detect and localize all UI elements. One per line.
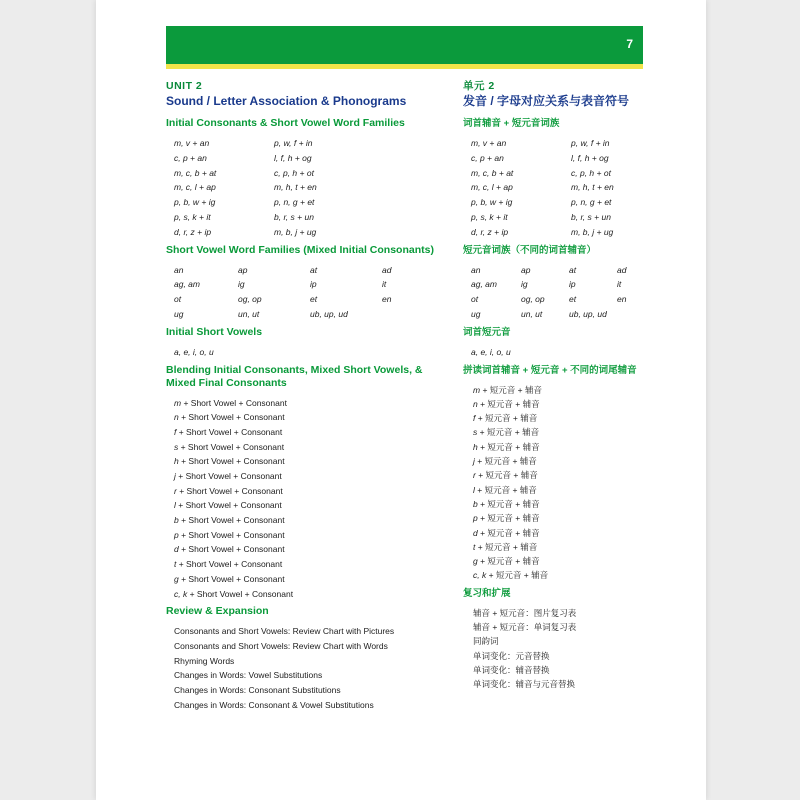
list-item: [174, 410, 446, 425]
section-title-initial-consonants-zh: 词首辅音 + 短元音词族: [463, 118, 560, 129]
blend-letter: c, k: [174, 588, 188, 599]
list-item: an: [174, 264, 184, 275]
list-item: b, r, s + un: [274, 211, 314, 222]
list-item: p, w, f + in: [571, 138, 610, 148]
list-item: ug: [174, 308, 184, 319]
list-item: [473, 468, 643, 482]
blend-letter: s: [473, 427, 478, 438]
list-item: ub, up, ud: [569, 308, 607, 319]
header-stripe: [166, 64, 643, 69]
short-vowel-families-zh: [471, 263, 643, 322]
book-page: [96, 0, 706, 800]
list-item: Consonants and Short Vowels: Review Chart with Pictures: [174, 626, 395, 637]
blend-rule: + Short Vowel + Consonant: [175, 500, 282, 511]
blend-letter: n: [473, 398, 478, 409]
list-item: [473, 483, 643, 497]
blend-letter: t: [473, 541, 476, 552]
header-banner: [166, 26, 643, 64]
list-item: ag, am: [174, 279, 200, 290]
list-item: p, n, g + et: [274, 197, 315, 208]
blend-letter: r: [174, 485, 177, 496]
list-item: [174, 513, 446, 528]
list-item: p, s, k + it: [174, 211, 211, 222]
vowel-list: a, e, i, o, u: [174, 346, 214, 357]
list-item: en: [382, 294, 392, 305]
short-vowel-families: [174, 263, 446, 322]
section-title-review-zh: 复习和扩展: [463, 587, 511, 599]
unit-title-zh: 发音 / 字母对应关系与表音符号: [463, 94, 630, 108]
blend-letter: j: [473, 456, 475, 467]
list-item: [174, 498, 446, 513]
blend-letter: f: [473, 413, 476, 424]
chinese-column: [463, 80, 643, 692]
blend-letter: g: [174, 573, 179, 584]
blend-rule: + 短元音 + 辅音: [475, 541, 538, 552]
word-family-pairs: [174, 136, 446, 240]
list-item: m, c, b + at: [174, 167, 217, 178]
list-item: 单词变化：辅音与元音替换: [473, 679, 576, 690]
list-item: c, p, h + ot: [274, 167, 314, 178]
list-item: ig: [238, 279, 245, 290]
list-item: 单词变化：辅音替换: [473, 664, 550, 675]
blend-letter: d: [174, 544, 179, 555]
list-item: [174, 425, 446, 440]
blend-letter: b: [473, 498, 478, 509]
list-item: ad: [382, 264, 392, 275]
blend-letter: c, k: [473, 570, 487, 581]
list-item: Changes in Words: Consonant Substitutions: [174, 684, 341, 695]
blend-rule: + 短元音 + 辅音: [480, 384, 542, 395]
list-item: ap: [238, 264, 248, 275]
english-column: [166, 80, 446, 712]
unit-label: UNIT 2: [166, 80, 203, 92]
list-item: d, r, z + ip: [471, 226, 509, 237]
list-item: m, b, j + ug: [571, 226, 614, 237]
list-item: m, c, b + at: [471, 167, 514, 178]
section-title-initial-consonants: Initial Consonants & Short Vowel Word Families: [166, 117, 405, 129]
blend-rule: + 短元音 + 辅音: [474, 484, 537, 495]
blend-letter: l: [473, 484, 475, 495]
list-item: 同韵词: [473, 636, 499, 647]
list-item: [473, 383, 643, 397]
list-item: ot: [174, 294, 182, 305]
list-item: an: [471, 264, 481, 275]
list-item: d, r, z + ip: [174, 226, 212, 237]
list-item: p, s, k + it: [471, 211, 508, 222]
list-item: p, n, g + et: [571, 197, 612, 208]
list-item: ot: [471, 294, 479, 305]
list-item: 单词变化：元音替换: [473, 650, 550, 661]
list-item: [473, 425, 643, 439]
list-item: [473, 411, 643, 425]
list-item: l, f, h + og: [274, 152, 312, 163]
blend-rule: + Short Vowel + Consonant: [178, 441, 285, 452]
blend-letter: d: [473, 527, 478, 538]
list-item: p, b, w + ig: [174, 197, 216, 208]
blend-rule: + 短元音 + 辅音: [477, 556, 540, 567]
list-item: c, p, h + ot: [571, 167, 611, 178]
blend-letter: s: [174, 441, 179, 452]
list-item: Rhyming Words: [174, 655, 235, 666]
blend-rule: + 短元音 + 辅音: [477, 427, 540, 438]
list-item: p, b, w + ig: [471, 197, 513, 208]
list-item: ag, am: [471, 279, 497, 290]
list-item: p, w, f + in: [274, 138, 313, 148]
blend-rule: + Short Vowel + Consonant: [178, 515, 285, 526]
list-item: [473, 397, 643, 411]
blend-letter: p: [174, 529, 179, 540]
list-item: [174, 542, 446, 557]
list-item: [174, 454, 446, 469]
blend-rule: + 短元音 + 辅音: [477, 527, 540, 538]
blend-rule: + 短元音 + 辅音: [475, 413, 538, 424]
blend-letter: p: [473, 513, 478, 524]
blend-rule: + Short Vowel + Consonant: [178, 544, 285, 555]
list-item: l, f, h + og: [571, 152, 609, 163]
list-item: [473, 526, 643, 540]
blend-letter: h: [473, 441, 478, 452]
list-item: un, ut: [238, 308, 260, 319]
list-item: [174, 396, 446, 411]
vowel-list-zh: a, e, i, o, u: [471, 346, 511, 357]
section-title-short-vowel-families: Short Vowel Word Families (Mixed Initial Consonants): [166, 243, 434, 256]
blend-rule: + Short Vowel + Consonant: [187, 588, 294, 599]
section-title-initial-short-vowels: Initial Short Vowels: [166, 325, 263, 338]
list-item: [174, 528, 446, 543]
list-item: ip: [569, 279, 576, 290]
blend-rule: + Short Vowel + Consonant: [178, 456, 285, 467]
list-item: [382, 307, 442, 322]
blend-rule: + Short Vowel + Consonant: [176, 426, 283, 437]
list-item: ip: [310, 279, 317, 290]
page-number: 7: [626, 37, 633, 51]
blend-letter: r: [473, 470, 476, 481]
list-item: [473, 568, 643, 582]
list-item: Changes in Words: Consonant & Vowel Substitutions: [174, 699, 374, 710]
list-item: et: [569, 294, 577, 305]
list-item: [473, 511, 643, 525]
blend-rule: + 短元音 + 辅音: [474, 456, 537, 467]
blend-rule: + Short Vowel + Consonant: [176, 559, 283, 570]
blend-letter: j: [174, 471, 176, 481]
list-item: [174, 469, 446, 484]
blend-rule: + 短元音 + 辅音: [477, 498, 540, 509]
list-item: ad: [617, 264, 627, 275]
blending-list: [174, 396, 446, 602]
unit-title: Sound / Letter Association & Phonograms: [166, 94, 407, 108]
section-title-blending-zh: 拼读词首辅音 + 短元音 + 不同的词尾辅音: [463, 364, 637, 376]
list-item: b, r, s + un: [571, 211, 611, 222]
list-item: ug: [471, 308, 481, 319]
blend-letter: f: [174, 426, 177, 437]
section-title-initial-short-vowels-zh: 词首短元音: [463, 326, 511, 338]
blend-rule: + 短元音 + 辅音: [486, 570, 549, 581]
list-item: ap: [521, 264, 531, 275]
blend-letter: g: [473, 556, 478, 567]
blend-rule: + 短元音 + 辅音: [477, 513, 540, 524]
blending-list-zh: [463, 383, 643, 583]
list-item: m, v + an: [174, 138, 210, 148]
list-item: og, op: [238, 294, 262, 305]
blend-rule: + Short Vowel + Consonant: [181, 397, 287, 408]
list-item: un, ut: [521, 308, 543, 319]
section-title-review: Review & Expansion: [166, 605, 269, 618]
section-title-blending: Blending Initial Consonants, Mixed Short Vowels, & Mixed Final Consonants: [166, 363, 423, 389]
list-item: c, p + an: [471, 152, 504, 163]
list-item: [617, 307, 647, 322]
blend-rule: + Short Vowel + Consonant: [176, 485, 283, 496]
list-item: m, h, t + en: [274, 182, 317, 193]
blend-letter: m: [174, 397, 182, 408]
list-item: Consonants and Short Vowels: Review Chart with Words: [174, 640, 388, 651]
unit-label-zh: 单元 2: [463, 80, 495, 92]
blend-rule: + 短元音 + 辅音: [477, 441, 540, 452]
list-item: at: [310, 264, 318, 275]
list-item: et: [310, 294, 318, 305]
list-item: m, c, l + ap: [174, 182, 216, 193]
blend-rule: + Short Vowel + Consonant: [178, 412, 285, 423]
blend-letter: t: [174, 559, 177, 570]
list-item: [473, 454, 643, 468]
list-item: 辅音 + 短元音：单词复习表: [473, 622, 577, 633]
list-item: m, c, l + ap: [471, 182, 513, 193]
blend-rule: + 短元音 + 辅音: [477, 398, 540, 409]
section-title-short-vowel-families-zh: 短元音词族（不同的词首辅音）: [463, 244, 597, 256]
list-item: it: [382, 279, 387, 290]
blend-rule: + 短元音 + 辅音: [475, 470, 538, 481]
blend-rule: + Short Vowel + Consonant: [178, 529, 285, 540]
blend-letter: m: [473, 384, 481, 395]
list-item: [174, 557, 446, 572]
blend-letter: l: [174, 500, 176, 511]
list-item: [174, 440, 446, 455]
list-item: [174, 572, 446, 587]
blend-letter: h: [174, 456, 179, 467]
list-item: [473, 540, 643, 554]
list-item: it: [617, 279, 622, 290]
list-item: m, b, j + ug: [274, 226, 317, 237]
list-item: m, v + an: [471, 138, 507, 148]
list-item: [473, 497, 643, 511]
list-item: [174, 587, 446, 602]
blend-letter: n: [174, 412, 179, 423]
list-item: at: [569, 264, 577, 275]
list-item: 辅音 + 短元音：图片复习表: [473, 607, 577, 618]
list-item: m, h, t + en: [571, 182, 614, 193]
blend-rule: + Short Vowel + Consonant: [178, 573, 285, 584]
list-item: [473, 440, 643, 454]
word-family-pairs-zh: [471, 136, 643, 240]
list-item: [473, 554, 643, 568]
list-item: ub, up, ud: [310, 308, 348, 319]
list-item: Changes in Words: Vowel Substitutions: [174, 670, 323, 681]
blend-letter: b: [174, 515, 179, 526]
blend-rule: + Short Vowel + Consonant: [175, 471, 282, 481]
list-item: ig: [521, 279, 528, 290]
list-item: c, p + an: [174, 152, 207, 163]
list-item: og, op: [521, 294, 545, 305]
list-item: [174, 484, 446, 499]
list-item: en: [617, 294, 627, 305]
